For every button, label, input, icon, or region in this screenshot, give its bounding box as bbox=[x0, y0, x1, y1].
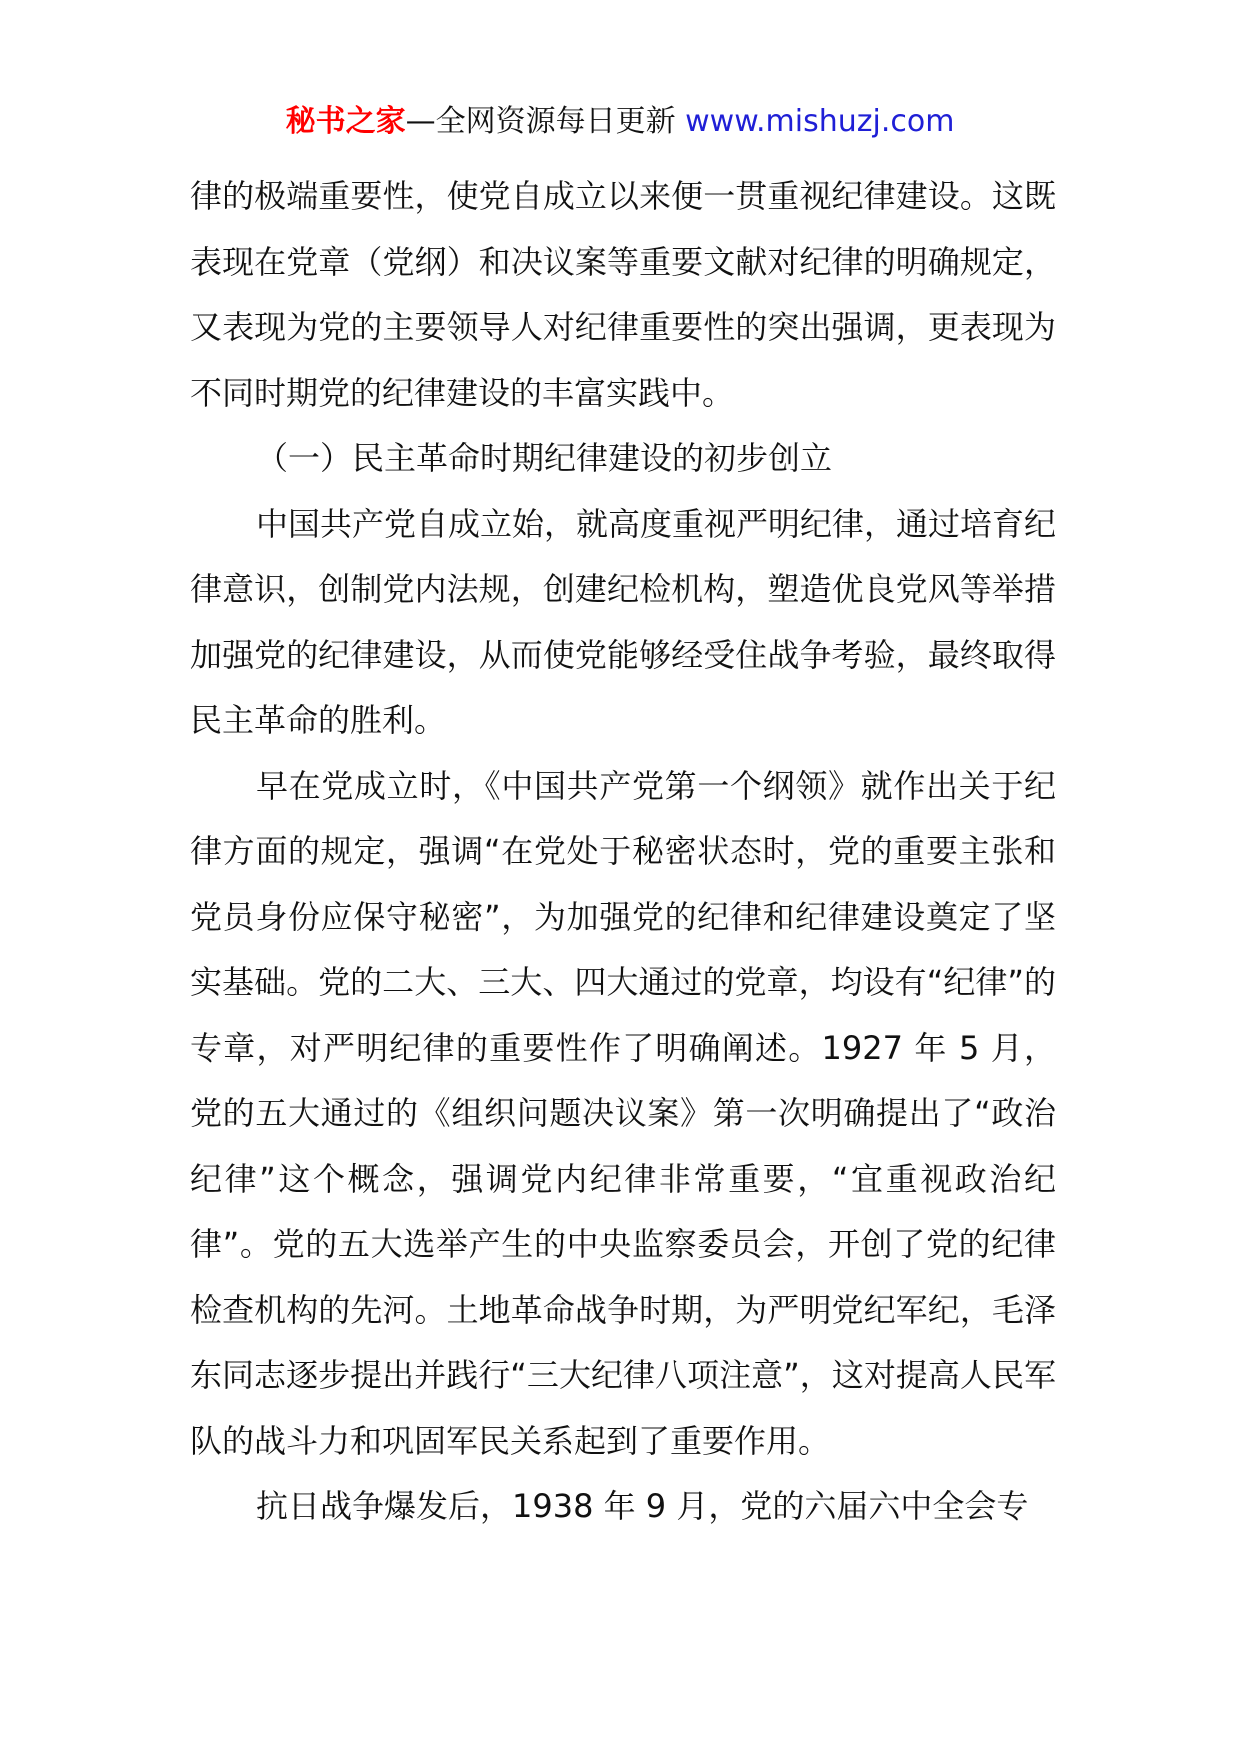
paragraph-continuation: 律的极端重要性，使党自成立以来便一贯重视纪律建设。这既表现在党章（党纲）和决议案等重要文献对纪律的明确规定，又表现为党的主要领导人对纪律重要性的突出强调，更表现为不同时期党的纪律建设的丰富实践中。 bbox=[190, 177, 1056, 412]
paragraph: 中国共产党自成立始，就高度重视严明纪律，通过培育纪律意识，创制党内法规，创建纪检机构，塑造优良党风等举措加强党的纪律建设，从而使党能够经受住战争考验，最终取得民主革命的胜利。 bbox=[190, 504, 1057, 739]
section-heading: （一）民主革命时期纪律建设的初步创立 bbox=[256, 439, 833, 477]
paragraph: 早在党成立时，《中国共产党第一个纲领》就作出关于纪律方面的规定，强调“在党处于秘密状态时，党的重要主张和党员身份应保守秘密”，为加强党的纪律和纪律建设奠定了坚实基础。党的二大、三大、四大通过的党章，均设有“纪律”的专章，对严明纪律的重要性作了明确阐述。1927 年 5 月，党的五大通过的《组织问题决议案》第一次明确提出了“政治纪律”这个概念，强调党内纪律非常重要，“宜重视政治纪律”。党的五大选举产生的中央监察委员会，开创了党的纪律检查机构的先河。土地革命战争时期，为严明党纪军纪，毛泽东同志逐步提出并践行“三大纪律八项注意”，这对提高人民军队的战斗力和巩固军民关系起到了重要作用。 bbox=[190, 766, 1056, 1460]
header-url-link[interactable]: www.mishuzj.com bbox=[685, 104, 955, 139]
header-slogan: —全网资源每日更新 bbox=[405, 104, 676, 139]
page-header bbox=[0, 100, 1240, 144]
document-body bbox=[190, 164, 1056, 1540]
paragraph: 抗日战争爆发后，1938 年 9 月，党的六届六中全会专 bbox=[256, 1487, 1029, 1525]
brand-name: 秘书之家 bbox=[285, 104, 406, 139]
